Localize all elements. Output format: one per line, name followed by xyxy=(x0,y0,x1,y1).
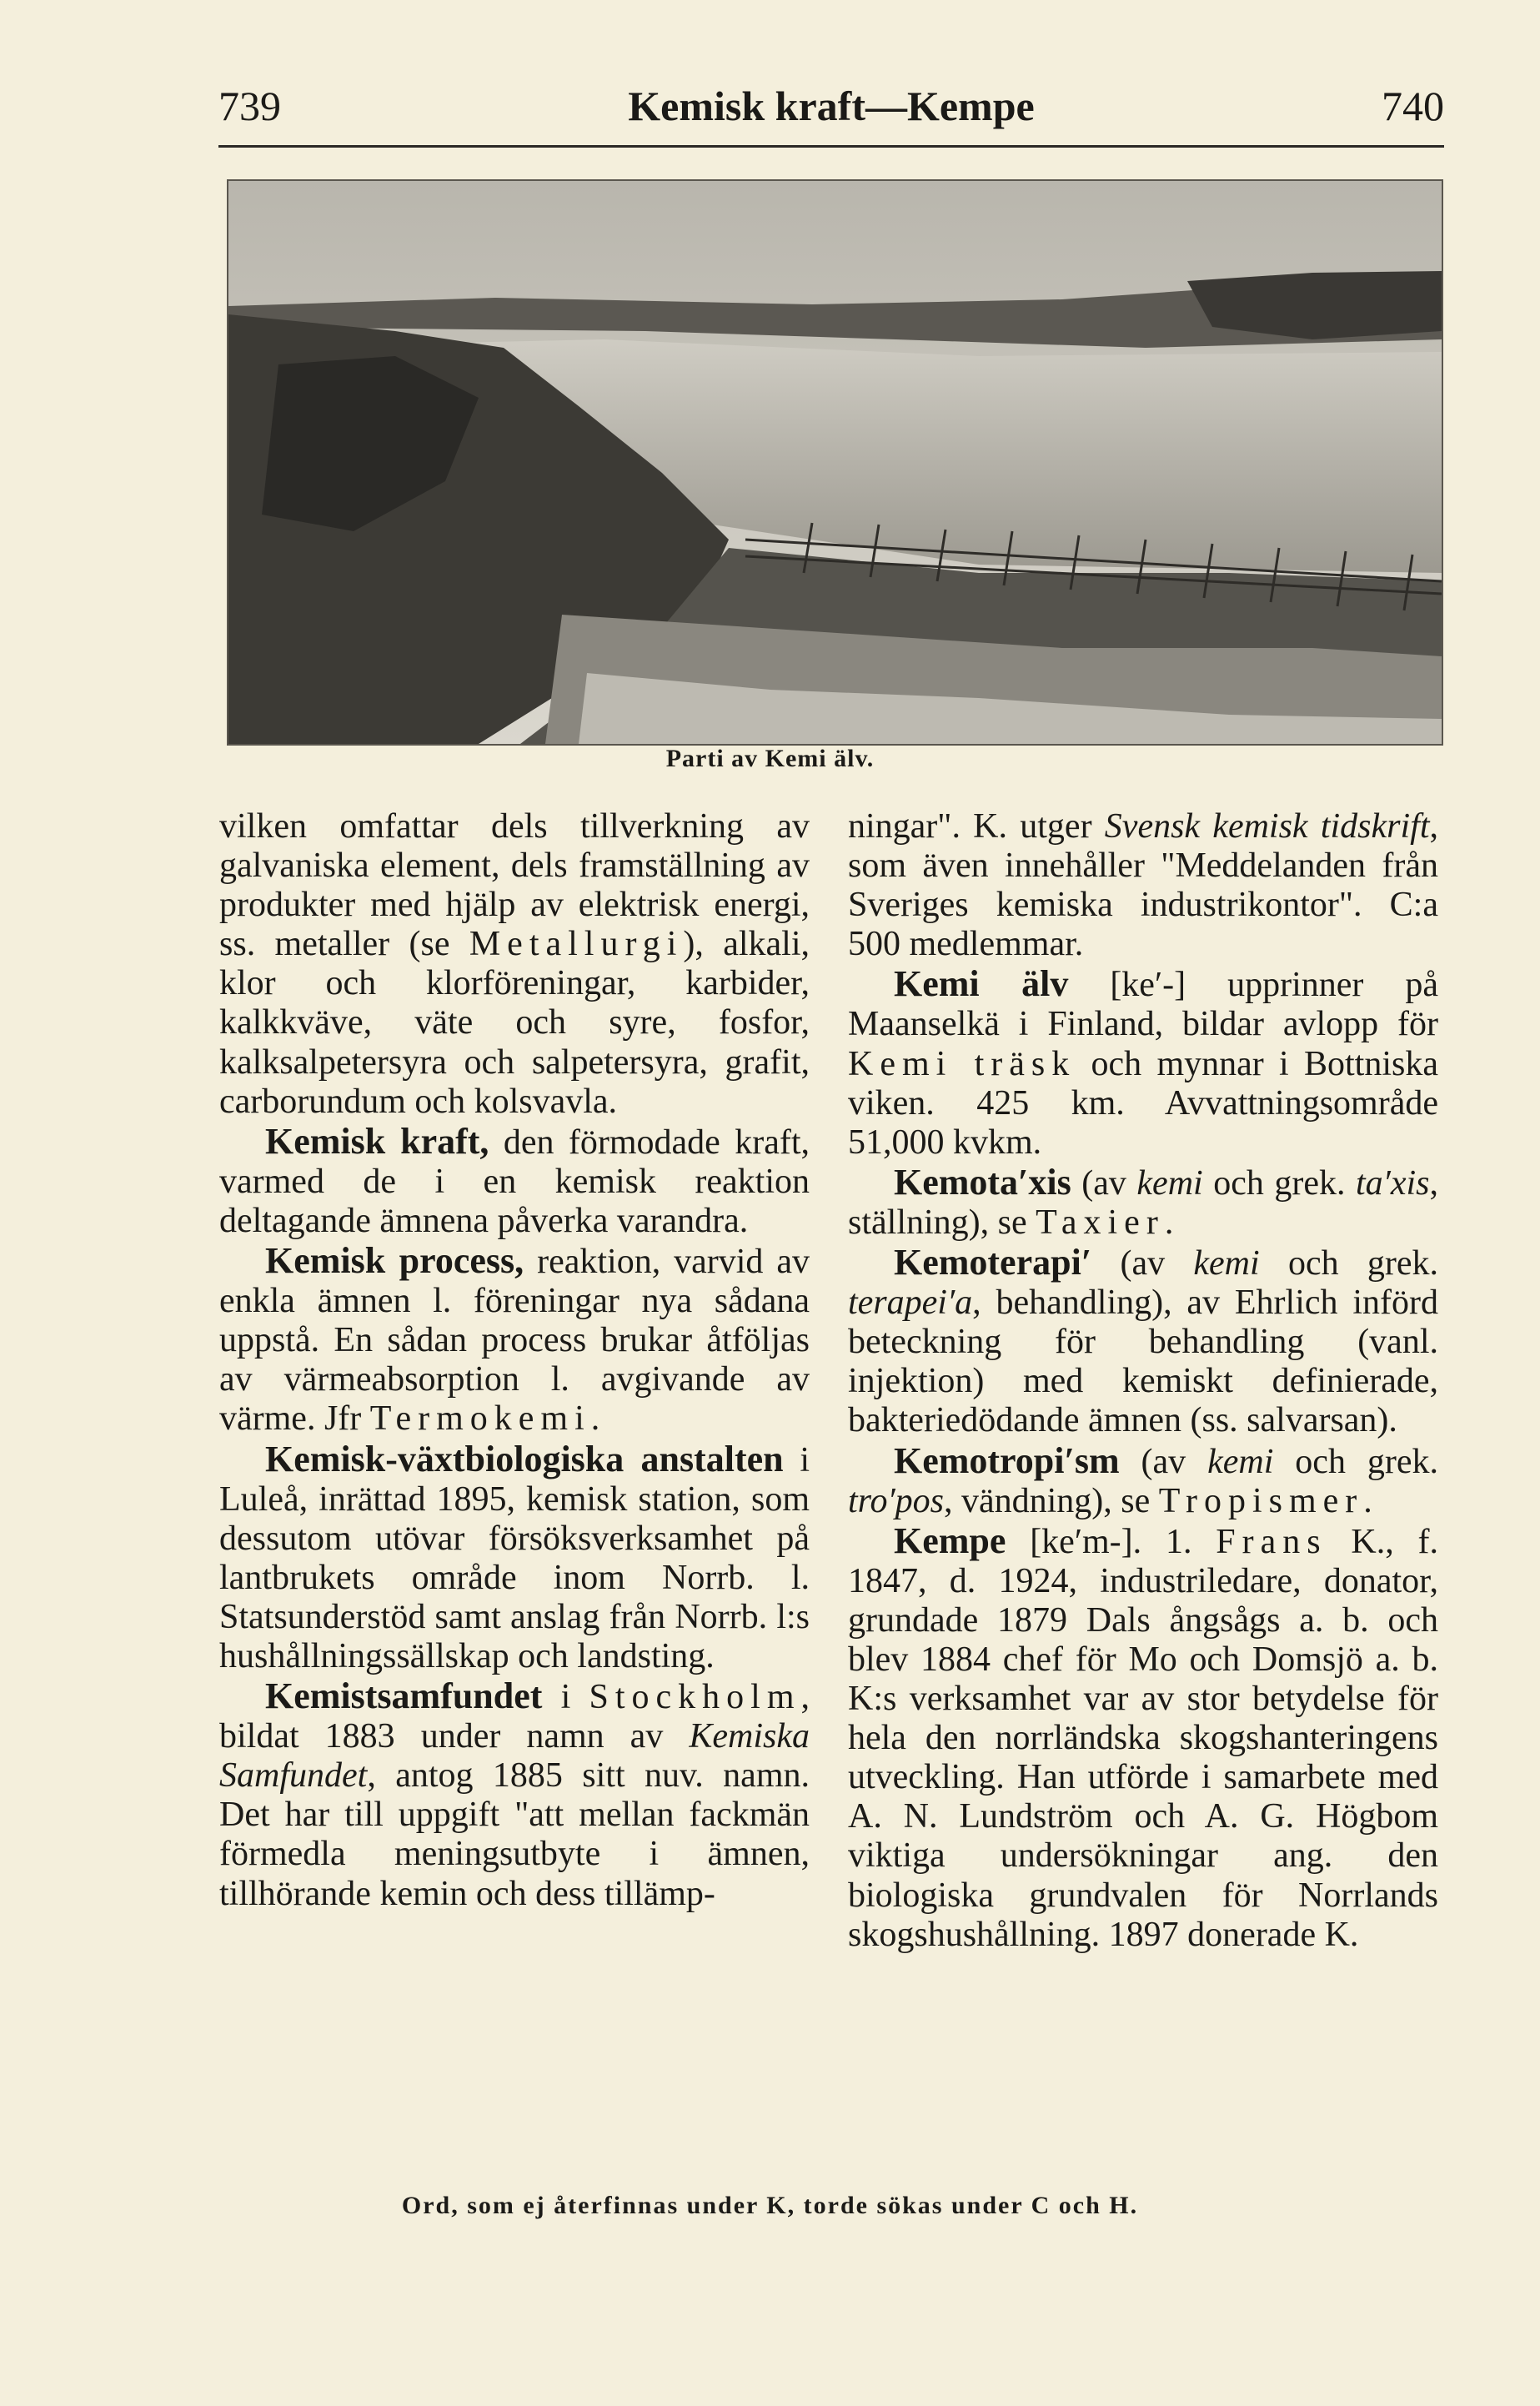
cross-reference: Stockholm xyxy=(589,1678,801,1717)
entry-kemotropism: Kemotropi′sm (av kemi och grek. tro′pos, vändning), se Tropismer. xyxy=(848,1439,1438,1520)
entry-kemisk-process: Kemisk process, reaktion, varvid av enkla ämnen l. föreningar nya sådana uppstå. En sådan process brukar åtföljas av värmeabsorption l. avgivande av värme. Jfr Termokemi. xyxy=(219,1240,810,1439)
entry-kemistsamfundet: Kemistsamfundet i Stockholm, bildat 1883 under namn av Kemiska Samfundet, antog 1885 sitt nuv. namn. Det har till uppgift "att mellan fackmän förmedla meningsutbyte i ämnen, tillhörande kemin och dess tillämp- xyxy=(219,1675,810,1913)
entry-kemisk-kraft: Kemisk kraft, den förmodade kraft, varmed de i en kemisk reaktion deltagande ämnena påverka varandra. xyxy=(219,1120,810,1240)
headword: Kemotropi′sm xyxy=(894,1439,1120,1481)
entry-continuation: ningar". K. utger Svensk kemisk tidskrift, som även innehåller "Meddelanden från Sveriges kemiska industrikontor". C:a 500 medlemmar. xyxy=(848,807,1438,964)
page-number-right: 740 xyxy=(1382,83,1444,129)
entry-kemi-alv: Kemi älv [ke′-] upprinner på Maanselkä i Finland, bildar avlopp för Kemi träsk och mynnar i Bottniska viken. 425 km. Avvattningsområde 51,000 kvkm. xyxy=(848,963,1439,1162)
page-number-left: 739 xyxy=(218,83,281,129)
figure-caption: Parti av Kemi älv. xyxy=(665,745,875,772)
entry-kemisk-vaxtbiologiska: Kemisk-växtbiologiska anstalten i Luleå, inrättad 1895, kemisk station, som dessutom utövar försöksverksamhet på lantbrukets område inom Norrb. l. Statsunderstöd samt anslag från Norrb. l:s hushållningssällskap och landsting. xyxy=(219,1438,810,1675)
right-column xyxy=(848,807,1438,1955)
headword: Kemisk kraft, xyxy=(265,1120,489,1162)
cross-reference: Tropismer xyxy=(1158,1481,1364,1520)
entry-continuation: vilken omfattar dels tillverkning av galvaniska element, dels framställning av produkter med hjälp av elektrisk energi, ss. metaller (se Metallurgi), alkali, klor och klorföreningar, karbider, kalkkväve, väte och syre, fosfor, kalksalpetersyra och salpetersyra, grafit, carborundum och kolsvavla. xyxy=(219,807,810,1121)
cross-reference: Metallurgi xyxy=(469,925,684,964)
entry-kemotaxis: Kemota′xis (av kemi och grek. ta′xis, ställning), se Taxier. xyxy=(848,1161,1438,1242)
cross-reference: Kemi träsk xyxy=(848,1044,1076,1083)
footer-note: Ord, som ej återfinnas under K, torde sökas under C och H. xyxy=(401,2192,1139,2219)
running-header xyxy=(218,77,1444,148)
headword: Kemisk-växtbiologiska anstalten xyxy=(265,1438,784,1479)
entry-kemoterapi: Kemoterapi′ (av kemi och grek. terapei′a, behandling), av Ehrlich införd beteckning för behandling (vanl. injektion) med kemiskt definierade, bakteriedödande ämnen (ss. salvarsan). xyxy=(848,1242,1438,1440)
left-column xyxy=(219,807,810,1914)
headword: Kempe xyxy=(894,1519,1006,1561)
running-title: Kemisk kraft—Kempe xyxy=(628,83,1035,129)
cross-reference: Frans xyxy=(1216,1522,1327,1561)
entry-kempe: Kempe [ke′m-]. 1. Frans K., f. 1847, d. 1924, industriledare, donator, grundade 1879 Dals ångsågs a. b. och blev 1884 chef för Mo och Domsjö a. b. K:s verksamhet var av stor betydelse för hela den norrländska skogshanteringens utveckling. Han utförde i samarbete med A. N. Lundström och A. G. Högbom viktiga undersökningar ang. den biologiska grundvalen för Norrlands skogshushållning. 1897 donerade K. xyxy=(848,1519,1438,1954)
headword: Kemi älv xyxy=(894,963,1069,1005)
headword: Kemisk process, xyxy=(265,1240,524,1282)
headword: Kemota′xis xyxy=(894,1161,1071,1203)
photo-kemi-river xyxy=(227,179,1443,746)
cross-reference: Taxier xyxy=(1036,1203,1165,1242)
headword: Kemistsamfundet xyxy=(265,1675,543,1717)
headword: Kemoterapi′ xyxy=(894,1242,1092,1283)
cross-reference: Termokemi xyxy=(369,1399,591,1439)
